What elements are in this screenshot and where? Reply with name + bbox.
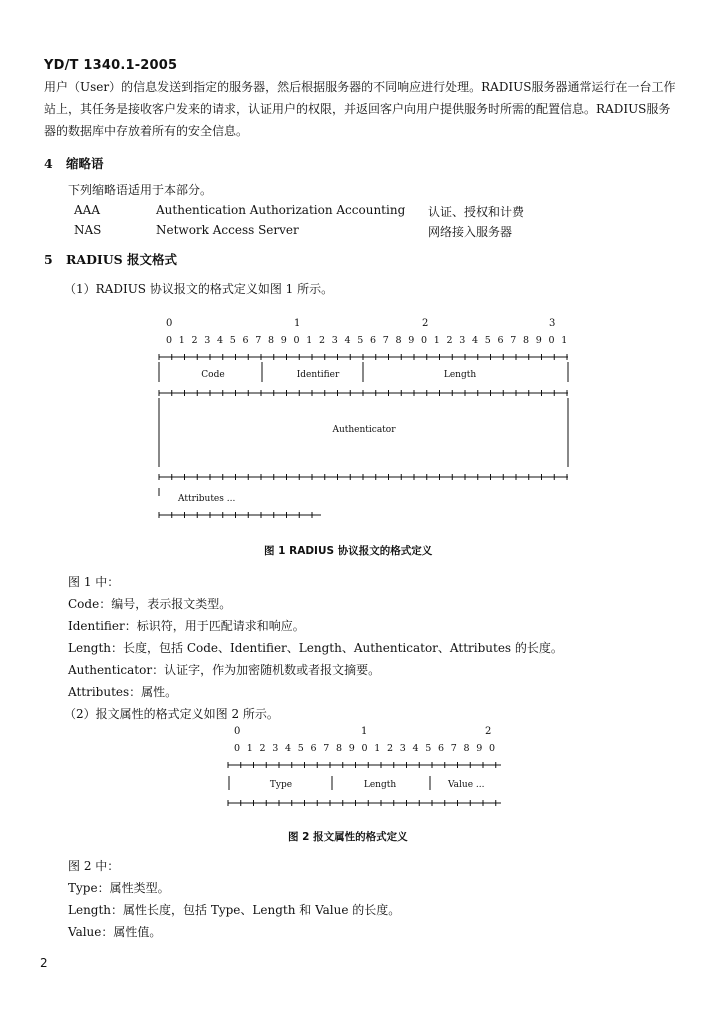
- bit-position-digit: 2: [387, 743, 394, 754]
- field-length: Length: [443, 370, 477, 380]
- bit-position-digit: 8: [336, 743, 343, 754]
- field-length: Length: [363, 780, 397, 790]
- bit-position-digit: 2: [319, 335, 326, 346]
- field-code: Code: [201, 370, 225, 380]
- note-code: Code：编号，表示报文类型。: [68, 597, 232, 611]
- bit-position-digit: 6: [497, 335, 504, 346]
- bit-position-digit: 0: [548, 335, 555, 346]
- page-number: 2: [40, 956, 48, 970]
- abbreviations-intro: 下列缩略语适用于本部分。: [68, 183, 213, 197]
- bit-position-digit: 7: [255, 335, 262, 346]
- bit-position-digit: 1: [433, 335, 440, 346]
- bit-position-digit: 4: [217, 335, 224, 346]
- note-authenticator: Authenticator：认证字，作为加密随机数或者报文摘要。: [68, 663, 381, 677]
- bit-position-digit: 6: [438, 743, 445, 754]
- figure-2-notes-intro: 图 2 中：: [68, 859, 120, 873]
- note-type: Type：属性类型。: [68, 881, 170, 895]
- bit-position-digit: 1: [306, 335, 313, 346]
- standard-id-header: YD/T 1340.1-2005: [44, 58, 178, 73]
- bit-position-digit: 6: [370, 335, 377, 346]
- abbr-english: Network Access Server: [156, 223, 299, 237]
- bit-position-digit: 3: [204, 335, 211, 346]
- figure-1-caption: 图 1 RADIUS 协议报文的格式定义: [264, 545, 433, 557]
- bit-position-digit: 9: [280, 335, 287, 346]
- bit-position-digit: 9: [408, 335, 415, 346]
- bit-position-digit: 7: [510, 335, 517, 346]
- bit-position-digit: 9: [348, 743, 355, 754]
- bit-group-digit: 3: [549, 318, 556, 329]
- section-title: RADIUS 报文格式: [66, 252, 178, 267]
- note-length: Length：属性长度，包括 Type、Length 和 Value 的长度。: [68, 903, 401, 917]
- figure-2-caption: 图 2 报文属性的格式定义: [288, 831, 408, 843]
- bit-group-digit: 2: [485, 726, 492, 737]
- abbr-chinese: 认证、授权和计费: [428, 205, 525, 219]
- bit-position-digit: 2: [259, 743, 266, 754]
- bit-position-digit: 0: [489, 743, 496, 754]
- bit-position-digit: 2: [191, 335, 198, 346]
- bit-position-digit: 4: [285, 743, 292, 754]
- bit-group-digit: 1: [361, 726, 368, 737]
- bit-position-digit: 7: [323, 743, 330, 754]
- bit-position-digit: 9: [476, 743, 483, 754]
- bit-position-digit: 8: [463, 743, 470, 754]
- bit-position-digit: 1: [374, 743, 381, 754]
- abbr-chinese: 网络接入服务器: [428, 225, 513, 239]
- field-type: Type: [269, 780, 293, 790]
- abbr-term: NAS: [74, 223, 102, 237]
- abbr-english: Authentication Authorization Accounting: [156, 203, 406, 217]
- bit-position-digit: 0: [361, 743, 368, 754]
- bit-position-digit: 5: [297, 743, 304, 754]
- bit-position-digit: 3: [459, 335, 466, 346]
- bit-position-digit: 9: [535, 335, 542, 346]
- bit-position-digit: 3: [331, 335, 338, 346]
- bit-position-digit: 6: [310, 743, 317, 754]
- note-attributes: Attributes：属性。: [68, 685, 178, 699]
- bit-position-digit: 5: [484, 335, 491, 346]
- bit-position-digit: 1: [178, 335, 185, 346]
- radius-packet-format-figure: [150, 310, 580, 530]
- section-5-heading: [44, 250, 177, 268]
- section-number: 4: [44, 156, 53, 171]
- section-number: 5: [44, 252, 53, 267]
- bit-group-digit: 0: [234, 726, 241, 737]
- figure-1-notes-intro: 图 1 中：: [68, 575, 120, 589]
- bit-position-digit: 5: [229, 335, 236, 346]
- section-title: 缩略语: [66, 156, 104, 171]
- bit-position-digit: 0: [421, 335, 428, 346]
- bit-position-digit: 3: [272, 743, 279, 754]
- field-authenticator: Authenticator: [332, 425, 396, 435]
- bit-position-digit: 4: [472, 335, 479, 346]
- bit-position-digit: 8: [268, 335, 275, 346]
- item-2-text: （2）报文属性的格式定义如图 2 所示。: [64, 707, 279, 721]
- bit-position-digit: 3: [399, 743, 406, 754]
- bit-position-digit: 2: [446, 335, 453, 346]
- bit-position-digit: 5: [425, 743, 432, 754]
- bit-position-digit: 7: [450, 743, 457, 754]
- field-attributes: Attributes ...: [178, 494, 236, 504]
- note-value: Value：属性值。: [68, 925, 162, 939]
- intro-paragraph: 用户（User）的信息发送到指定的服务器，然后根据服务器的不同响应进行处理。RADIUS服务器通常运行在一台工作站上，其任务是接收客户发来的请求，认证用户的权限，并返回客户向用户提供服务时所需的配置信息。RADIUS服务器的数据库中存放着所有的安全信息。: [44, 80, 676, 138]
- attribute-format-figure: [220, 718, 520, 818]
- bit-position-digit: 6: [242, 335, 249, 346]
- bit-position-digit: 1: [561, 335, 568, 346]
- abbr-term: AAA: [74, 203, 100, 217]
- bit-position-digit: 8: [523, 335, 530, 346]
- bit-position-digit: 5: [357, 335, 364, 346]
- bit-position-digit: 1: [246, 743, 253, 754]
- note-identifier: Identifier：标识符，用于匹配请求和响应。: [68, 619, 305, 633]
- bit-group-digit: 1: [294, 318, 301, 329]
- item-1-text: （1）RADIUS 协议报文的格式定义如图 1 所示。: [64, 282, 334, 296]
- note-length: Length：长度，包括 Code、Identifier、Length、Authenticator、Attributes 的长度。: [68, 641, 563, 655]
- bit-group-digit: 2: [422, 318, 429, 329]
- bit-position-digit: 4: [412, 743, 419, 754]
- field-value: Value ...: [448, 780, 485, 790]
- bit-position-digit: 0: [166, 335, 173, 346]
- bit-position-digit: 4: [344, 335, 351, 346]
- bit-position-digit: 8: [395, 335, 402, 346]
- bit-position-digit: 0: [293, 335, 300, 346]
- bit-position-digit: 7: [382, 335, 389, 346]
- bit-group-digit: 0: [166, 318, 173, 329]
- field-identifier: Identifier: [296, 370, 340, 380]
- bit-position-digit: 0: [234, 743, 241, 754]
- section-4-heading: [44, 154, 104, 172]
